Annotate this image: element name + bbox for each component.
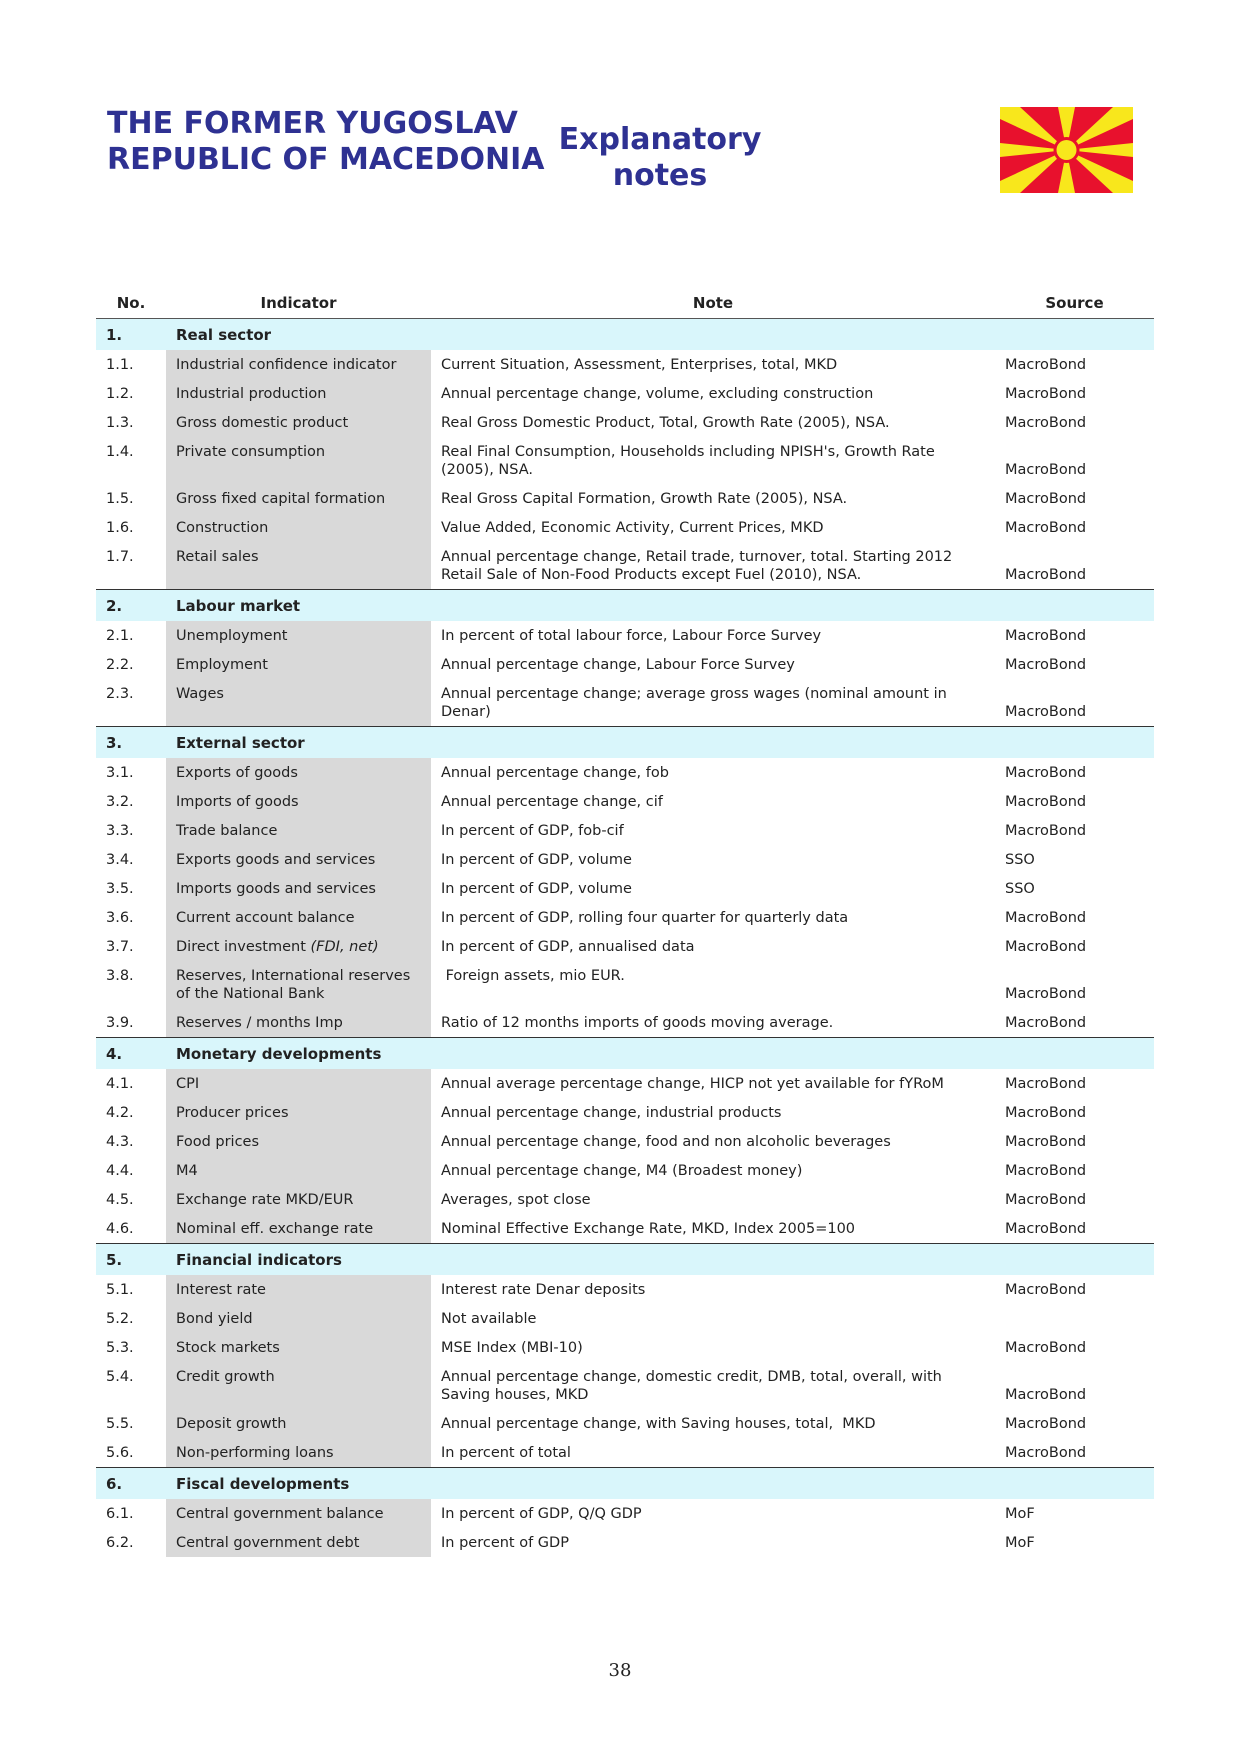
row-number: 4.3. <box>106 1134 134 1150</box>
note-cell: In percent of GDP, annualised data <box>441 939 695 955</box>
indicator-cell <box>166 350 431 379</box>
table-row <box>96 437 1154 484</box>
note-cell: Current Situation, Assessment, Enterprises, total, MKD <box>441 357 838 373</box>
row-number: 3.7. <box>106 939 134 955</box>
table-row <box>96 758 1154 787</box>
note-cell: Real Gross Domestic Product, Total, Growth Rate (2005), NSA. <box>441 415 890 431</box>
category-title: Financial indicators <box>166 1244 1154 1276</box>
indicator-label: CPI <box>176 1076 200 1092</box>
indicator-label: Reserves, International reserves of the National Bank <box>176 968 411 1002</box>
indicator-cell <box>166 1214 431 1244</box>
source-cell: MacroBond <box>1005 986 1087 1002</box>
indicator-cell <box>166 874 431 903</box>
column-header-note: Note <box>431 288 995 319</box>
table-row <box>96 621 1154 650</box>
source-cell: MacroBond <box>1005 415 1087 431</box>
row-number: 2.1. <box>106 628 134 644</box>
note-cell: Annual percentage change, food and non alcoholic beverages <box>441 1134 891 1150</box>
source-cell: SSO <box>1005 881 1035 897</box>
indicator-cell <box>166 1438 431 1468</box>
note-cell: In percent of GDP, Q/Q GDP <box>441 1506 642 1522</box>
indicator-cell <box>166 1528 431 1557</box>
indicator-cell <box>166 1333 431 1362</box>
indicator-label: Trade balance <box>176 823 278 839</box>
indicator-cell <box>166 845 431 874</box>
category-row <box>96 727 1154 759</box>
column-header-source: Source <box>995 288 1154 319</box>
country-title: THE FORMER YUGOSLAV REPUBLIC OF MACEDONIA <box>107 106 545 177</box>
table-row <box>96 961 1154 1008</box>
category-number: 1. <box>96 319 166 351</box>
category-title: Real sector <box>166 319 1154 351</box>
note-cell: Not available <box>441 1311 537 1327</box>
indicator-cell <box>166 513 431 542</box>
row-number: 5.4. <box>106 1369 134 1385</box>
source-cell: MacroBond <box>1005 357 1087 373</box>
indicator-label: Industrial production <box>176 386 327 402</box>
indicator-qualifier: (FDI, net) <box>310 939 379 955</box>
source-cell: MacroBond <box>1005 1282 1087 1298</box>
source-cell: MacroBond <box>1005 1340 1087 1356</box>
row-number: 6.2. <box>106 1535 134 1551</box>
note-cell: Real Gross Capital Formation, Growth Rate (2005), NSA. <box>441 491 848 507</box>
table-row <box>96 1275 1154 1304</box>
source-cell: MacroBond <box>1005 1105 1087 1121</box>
row-number: 4.1. <box>106 1076 134 1092</box>
note-cell: In percent of GDP, volume <box>441 852 632 868</box>
row-number: 5.3. <box>106 1340 134 1356</box>
category-row <box>96 1468 1154 1500</box>
row-number: 1.3. <box>106 415 134 431</box>
table-row <box>96 484 1154 513</box>
indicator-label: Central government debt <box>176 1535 360 1551</box>
indicator-label: Industrial confidence indicator <box>176 357 397 373</box>
table-row <box>96 1499 1154 1528</box>
note-cell: Annual percentage change, cif <box>441 794 663 810</box>
table-row <box>96 1214 1154 1244</box>
source-cell: MacroBond <box>1005 704 1087 720</box>
column-header-no: No. <box>96 288 166 319</box>
note-cell: Annual percentage change, with Saving houses, total, MKD <box>441 1416 876 1432</box>
indicator-label: M4 <box>176 1163 198 1179</box>
source-cell: MoF <box>1005 1506 1035 1522</box>
flag-sun-disc <box>1057 140 1077 160</box>
indicator-label: Central government balance <box>176 1506 384 1522</box>
indicator-label: Gross fixed capital formation <box>176 491 386 507</box>
source-cell: MacroBond <box>1005 1416 1087 1432</box>
category-title: Fiscal developments <box>166 1468 1154 1500</box>
row-number: 3.5. <box>106 881 134 897</box>
note-cell: In percent of GDP, volume <box>441 881 632 897</box>
source-cell: MacroBond <box>1005 765 1087 781</box>
source-cell: MacroBond <box>1005 910 1087 926</box>
table-row <box>96 1008 1154 1038</box>
note-cell: In percent of GDP <box>441 1535 569 1551</box>
indicator-cell <box>166 1098 431 1127</box>
category-title: Labour market <box>166 590 1154 622</box>
indicator-cell <box>166 379 431 408</box>
row-number: 3.6. <box>106 910 134 926</box>
table-row <box>96 1185 1154 1214</box>
category-row <box>96 1038 1154 1070</box>
indicator-label: Interest rate <box>176 1282 266 1298</box>
indicator-label: Credit growth <box>176 1369 275 1385</box>
macedonia-flag-icon <box>1000 107 1133 193</box>
source-cell: MacroBond <box>1005 1445 1087 1461</box>
row-number: 1.1. <box>106 357 134 373</box>
row-number: 4.2. <box>106 1105 134 1121</box>
indicator-label: Exports of goods <box>176 765 298 781</box>
source-cell: MacroBond <box>1005 1221 1087 1237</box>
source-cell: MacroBond <box>1005 386 1087 402</box>
note-cell: In percent of GDP, fob-cif <box>441 823 624 839</box>
indicator-label: Imports of goods <box>176 794 299 810</box>
category-row <box>96 590 1154 622</box>
source-cell: MacroBond <box>1005 1134 1087 1150</box>
source-cell: MacroBond <box>1005 520 1087 536</box>
indicator-label: Bond yield <box>176 1311 253 1327</box>
indicator-cell <box>166 437 431 484</box>
source-cell: MoF <box>1005 1535 1035 1551</box>
table-row <box>96 1528 1154 1557</box>
indicator-label: Gross domestic product <box>176 415 349 431</box>
note-cell: Annual percentage change, Retail trade, turnover, total. Starting 2012 Retail Sale of Non-Food Products except Fuel (2010), NSA. <box>441 549 957 583</box>
note-cell: Averages, spot close <box>441 1192 591 1208</box>
row-number: 1.5. <box>106 491 134 507</box>
row-number: 3.4. <box>106 852 134 868</box>
note-cell: Annual percentage change, domestic credit, DMB, total, overall, with Saving houses, MKD <box>441 1369 947 1403</box>
source-cell: MacroBond <box>1005 657 1087 673</box>
indicator-label: Current account balance <box>176 910 355 926</box>
indicator-label: Exports goods and services <box>176 852 376 868</box>
indicator-cell <box>166 1499 431 1528</box>
row-number: 1.6. <box>106 520 134 536</box>
note-cell: MSE Index (MBI-10) <box>441 1340 583 1356</box>
table-row <box>96 513 1154 542</box>
note-cell: In percent of total <box>441 1445 571 1461</box>
row-number: 1.7. <box>106 549 134 565</box>
indicator-label: Deposit growth <box>176 1416 287 1432</box>
source-cell: MacroBond <box>1005 491 1087 507</box>
indicator-label: Nominal eff. exchange rate <box>176 1221 374 1237</box>
note-cell: Annual percentage change; average gross wages (nominal amount in Denar) <box>441 686 952 720</box>
indicator-cell <box>166 1069 431 1098</box>
category-number: 6. <box>96 1468 166 1500</box>
indicator-cell <box>166 1362 431 1409</box>
row-number: 1.2. <box>106 386 134 402</box>
table-row <box>96 1069 1154 1098</box>
note-cell: Ratio of 12 months imports of goods moving average. <box>441 1015 834 1031</box>
category-number: 3. <box>96 727 166 759</box>
row-number: 3.9. <box>106 1015 134 1031</box>
note-cell: In percent of total labour force, Labour Force Survey <box>441 628 822 644</box>
table-row <box>96 787 1154 816</box>
table-row <box>96 350 1154 379</box>
source-cell: MacroBond <box>1005 1015 1087 1031</box>
row-number: 5.1. <box>106 1282 134 1298</box>
note-cell: Interest rate Denar deposits <box>441 1282 646 1298</box>
table-row <box>96 845 1154 874</box>
category-row <box>96 319 1154 351</box>
table-row <box>96 679 1154 727</box>
indicator-label: Wages <box>176 686 224 702</box>
note-cell: Real Final Consumption, Households including NPISH's, Growth Rate (2005), NSA. <box>441 444 940 478</box>
note-cell: Foreign assets, mio EUR. <box>441 968 625 984</box>
indicator-cell <box>166 787 431 816</box>
table-row <box>96 379 1154 408</box>
row-number: 4.5. <box>106 1192 134 1208</box>
note-cell: Value Added, Economic Activity, Current Prices, MKD <box>441 520 824 536</box>
indicator-label: Construction <box>176 520 269 536</box>
indicator-cell <box>166 1156 431 1185</box>
indicator-label: Private consumption <box>176 444 326 460</box>
table-row <box>96 1333 1154 1362</box>
page-number: 38 <box>608 1660 632 1681</box>
indicator-label: Imports goods and services <box>176 881 376 897</box>
indicator-cell <box>166 1008 431 1038</box>
table-row <box>96 1127 1154 1156</box>
indicator-cell <box>166 650 431 679</box>
note-cell: Nominal Effective Exchange Rate, MKD, Index 2005=100 <box>441 1221 856 1237</box>
source-cell: MacroBond <box>1005 1076 1087 1092</box>
indicator-label: Direct investment <box>176 939 306 955</box>
row-number: 4.6. <box>106 1221 134 1237</box>
indicator-label: Unemployment <box>176 628 288 644</box>
indicator-cell <box>166 621 431 650</box>
row-number: 1.4. <box>106 444 134 460</box>
page-title: Explanatory notes <box>558 122 762 193</box>
category-title: External sector <box>166 727 1154 759</box>
indicator-cell <box>166 1409 431 1438</box>
column-header-indicator: Indicator <box>166 288 431 319</box>
table-row <box>96 1304 1154 1333</box>
row-number: 3.1. <box>106 765 134 781</box>
indicator-label: Retail sales <box>176 549 259 565</box>
indicator-label: Food prices <box>176 1134 260 1150</box>
table-row <box>96 874 1154 903</box>
source-cell: MacroBond <box>1005 1192 1087 1208</box>
note-cell: Annual percentage change, industrial products <box>441 1105 782 1121</box>
explanatory-notes-table <box>96 288 1154 1557</box>
source-cell: MacroBond <box>1005 628 1087 644</box>
table-row <box>96 542 1154 590</box>
row-number: 5.2. <box>106 1311 134 1327</box>
indicator-label: Stock markets <box>176 1340 280 1356</box>
row-number: 2.3. <box>106 686 134 702</box>
table-row <box>96 650 1154 679</box>
row-number: 5.6. <box>106 1445 134 1461</box>
indicator-cell <box>166 484 431 513</box>
table-row <box>96 1409 1154 1438</box>
source-cell: MacroBond <box>1005 823 1087 839</box>
table-body <box>96 319 1154 1558</box>
row-number: 3.8. <box>106 968 134 984</box>
table-row <box>96 1156 1154 1185</box>
category-number: 4. <box>96 1038 166 1070</box>
indicator-label: Exchange rate MKD/EUR <box>176 1192 354 1208</box>
note-cell: Annual percentage change, volume, excluding construction <box>441 386 874 402</box>
source-cell: MacroBond <box>1005 939 1087 955</box>
source-cell: MacroBond <box>1005 794 1087 810</box>
indicator-cell <box>166 542 431 590</box>
table-row <box>96 903 1154 932</box>
indicator-cell <box>166 1127 431 1156</box>
category-number: 2. <box>96 590 166 622</box>
table-row <box>96 1362 1154 1409</box>
note-cell: In percent of GDP, rolling four quarter for quarterly data <box>441 910 849 926</box>
indicator-label: Reserves / months Imp <box>176 1015 343 1031</box>
indicator-cell <box>166 903 431 932</box>
table-row <box>96 932 1154 961</box>
table-row <box>96 816 1154 845</box>
row-number: 3.2. <box>106 794 134 810</box>
table-row <box>96 1098 1154 1127</box>
indicator-cell <box>166 758 431 787</box>
row-number: 6.1. <box>106 1506 134 1522</box>
indicator-cell <box>166 932 431 961</box>
category-number: 5. <box>96 1244 166 1276</box>
source-cell: SSO <box>1005 852 1035 868</box>
note-cell: Annual percentage change, Labour Force Survey <box>441 657 795 673</box>
indicator-cell <box>166 1185 431 1214</box>
note-cell: Annual average percentage change, HICP not yet available for fYRoM <box>441 1076 944 1092</box>
source-cell: MacroBond <box>1005 1387 1087 1403</box>
indicator-cell <box>166 408 431 437</box>
indicator-cell <box>166 961 431 1008</box>
row-number: 4.4. <box>106 1163 134 1179</box>
indicator-cell <box>166 679 431 727</box>
source-cell: MacroBond <box>1005 1163 1087 1179</box>
source-cell: MacroBond <box>1005 567 1087 583</box>
table-row <box>96 1438 1154 1468</box>
indicator-cell <box>166 1275 431 1304</box>
row-number: 5.5. <box>106 1416 134 1432</box>
source-cell: MacroBond <box>1005 462 1087 478</box>
table-row <box>96 408 1154 437</box>
indicator-label: Producer prices <box>176 1105 289 1121</box>
source-cell <box>995 1304 1154 1333</box>
note-cell: Annual percentage change, M4 (Broadest money) <box>441 1163 803 1179</box>
row-number: 2.2. <box>106 657 134 673</box>
indicator-label: Employment <box>176 657 268 673</box>
table-header-row <box>96 288 1154 319</box>
row-number: 3.3. <box>106 823 134 839</box>
category-title: Monetary developments <box>166 1038 1154 1070</box>
indicator-label: Non-performing loans <box>176 1445 334 1461</box>
category-row <box>96 1244 1154 1276</box>
indicator-cell <box>166 1304 431 1333</box>
indicator-cell <box>166 816 431 845</box>
note-cell: Annual percentage change, fob <box>441 765 669 781</box>
